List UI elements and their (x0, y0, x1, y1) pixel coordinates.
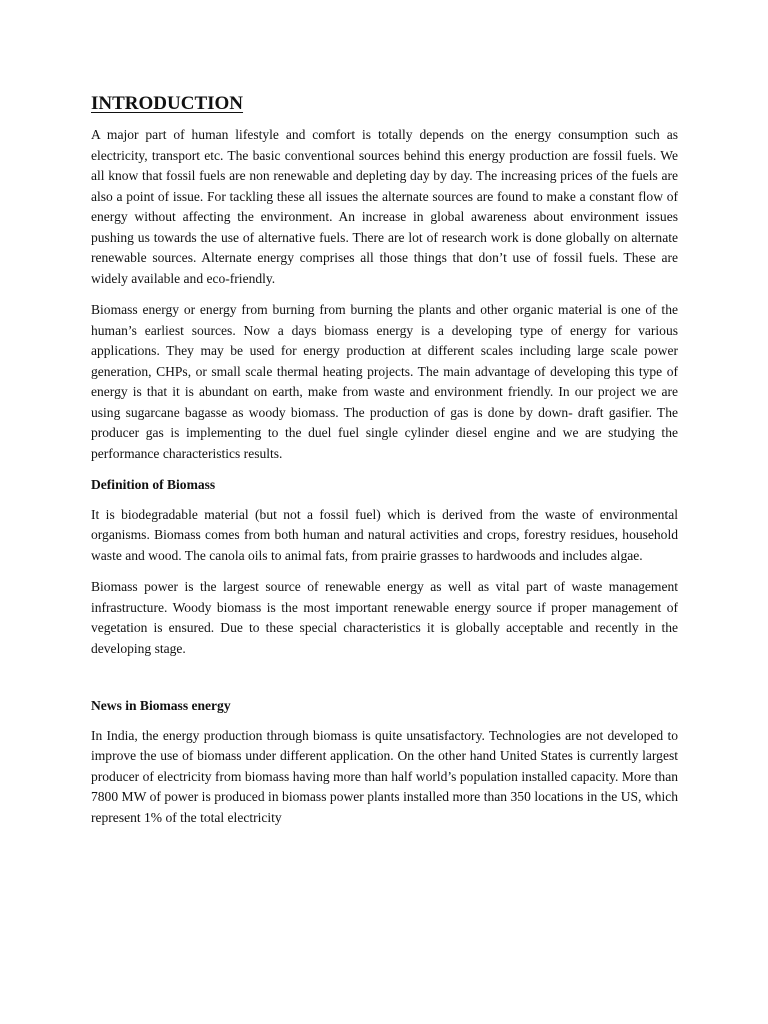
page-title: INTRODUCTION (91, 93, 244, 114)
news-paragraph-1: In India, the energy production through biomass is quite unsatisfactory. Technologies are not developed to improve the use of biomass under different application. On the other hand United States is currently largest producer of electricity from biomass having more than half world’s population installed capacity. More than 7800 MW of power is produced in biomass power plants installed more than 350 locations in the US, which represent 1% of the total electricity (91, 727, 678, 825)
news-heading: News in Biomass energy (91, 698, 231, 713)
definition-heading: Definition of Biomass (91, 477, 216, 492)
intro-paragraph-1: A major part of human lifestyle and comfort is totally depends on the energy consumption such as electricity, transport etc. The basic conventional sources behind this energy production are fossil fuels. We all know that fossil fuels are non renewable and depleting day by day. The increasing prices of the fuels are also a point of issue. For tackling these all issues the alternate sources are found to make a constant flow of energy without affecting the environment. An increase in global awareness about environment issues pushing us towards the use of alternative fuels. There are lot of research work is done globally on alternate renewable sources. Alternate energy comprises all those things that don’t use of fossil fuels. These are widely available and eco-friendly. (91, 127, 678, 286)
section-spacer (91, 670, 678, 696)
definition-paragraph-2: Biomass power is the largest source of renewable energy as well as vital part of waste management infrastructure. Woody biomass is the most important renewable energy source if proper management of vegetation is ensured. Due to these special characteristics it is globally acceptable and recently in the developing stage. (91, 579, 678, 656)
intro-paragraph-2: Biomass energy or energy from burning from burning the plants and other organic material is one of the human’s earliest sources. Now a days biomass energy is a developing type of energy for various applications. They may be used for energy production at different scales including large scale power generation, CHPs, or small scale thermal heating projects. The main advantage of developing this type of energy is that it is abundant on earth, make from waste and environment friendly. In our project we are using sugarcane bagasse as woody biomass. The production of gas is done by down- draft gasifier. The producer gas is implementing to the duel fuel single cylinder diesel engine and we are studying the performance characteristics results. (91, 302, 678, 461)
definition-paragraph-1: It is biodegradable material (but not a fossil fuel) which is derived from the waste of environmental organisms. Biomass comes from both human and natural activities and crops, forestry residues, household waste and wood. The canola oils to animal fats, from prairie grasses to hardwoods and includes algae. (91, 506, 678, 563)
